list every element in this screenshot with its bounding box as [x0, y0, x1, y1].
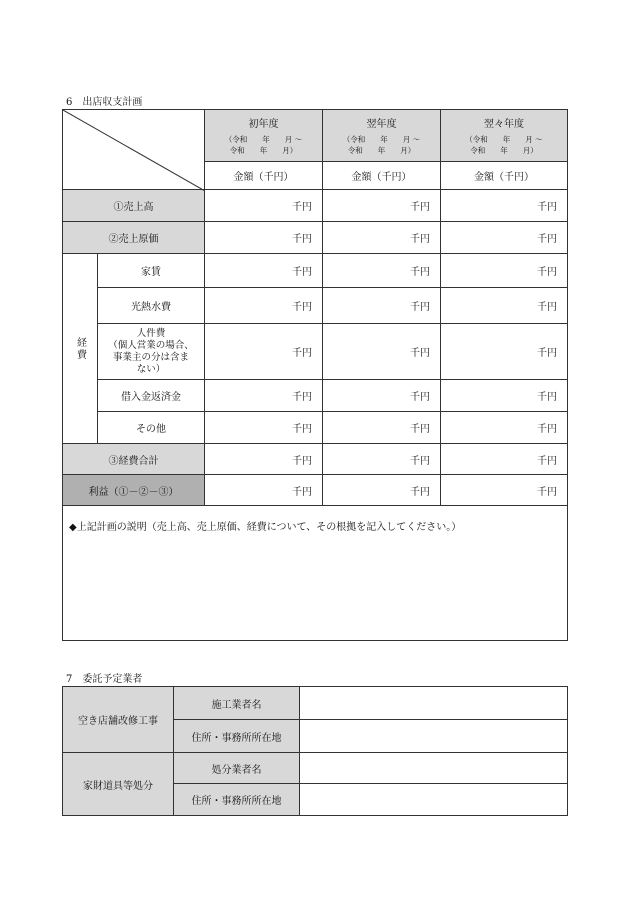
row-label-utilities: 光熱水費	[98, 288, 205, 324]
plan-explanation-box[interactable]	[63, 506, 568, 641]
amount-cell[interactable]: 千円	[323, 288, 441, 324]
amount-cell[interactable]: 千円	[323, 380, 441, 412]
amount-header-3: 金額（千円）	[441, 162, 568, 190]
income-plan-table	[62, 109, 568, 641]
row-label-sales: ①売上高	[63, 190, 205, 222]
amount-header-1: 金額（千円）	[205, 162, 323, 190]
year3-header: 翌々年度 （令和 年 月 〜 令和 年 月）	[441, 110, 568, 162]
disposal-name-label: 処分業者名	[174, 753, 300, 784]
amount-cell[interactable]: 千円	[205, 254, 323, 288]
amount-cell[interactable]: 千円	[205, 190, 323, 222]
expense-group-label: 経費	[63, 254, 98, 444]
row-label-cost: ②売上原価	[63, 222, 205, 254]
year1-header: 初年度 （令和 年 月 〜 令和 年 月）	[205, 110, 323, 162]
contractor-name-label: 施工業者名	[174, 687, 300, 720]
amount-cell[interactable]: 千円	[441, 222, 568, 254]
amount-cell[interactable]: 千円	[323, 412, 441, 444]
amount-cell[interactable]: 千円	[441, 412, 568, 444]
amount-cell[interactable]: 千円	[441, 324, 568, 380]
amount-cell[interactable]: 千円	[323, 444, 441, 475]
row-label-rent: 家賃	[98, 254, 205, 288]
contractor-address-label: 住所・事務所所在地	[174, 720, 300, 753]
amount-cell[interactable]: 千円	[441, 380, 568, 412]
amount-cell[interactable]: 千円	[205, 222, 323, 254]
diagonal-line	[63, 110, 205, 191]
amount-cell[interactable]: 千円	[205, 444, 323, 475]
amount-cell[interactable]: 千円	[205, 475, 323, 506]
diagonal-corner-cell	[63, 110, 205, 190]
amount-cell[interactable]: 千円	[323, 254, 441, 288]
row-label-total-expense: ③経費合計	[63, 444, 205, 475]
row-label-loan: 借入金返済金	[98, 380, 205, 412]
plan-explanation-label: ◆上記計画の説明（売上高、売上原価、経費について、その根拠を記入してください。）	[69, 522, 462, 533]
disposal-address-label: 住所・事務所所在地	[174, 784, 300, 816]
amount-cell[interactable]: 千円	[205, 324, 323, 380]
row-label-profit: 利益（①－②－③）	[63, 475, 205, 506]
amount-cell[interactable]: 千円	[323, 324, 441, 380]
amount-cell[interactable]: 千円	[441, 288, 568, 324]
group-renovation-label: 空き店舗改修工事	[63, 687, 174, 753]
amount-cell[interactable]: 千円	[323, 190, 441, 222]
year2-header: 翌年度 （令和 年 月 〜 令和 年 月）	[323, 110, 441, 162]
row-label-other: その他	[98, 412, 205, 444]
section6-heading: 6 出店収支計画	[66, 97, 143, 108]
row-label-personnel: 人件費 （個人営業の場合、 事業主の分は含ま ない）	[98, 324, 205, 380]
amount-cell[interactable]: 千円	[323, 222, 441, 254]
amount-cell[interactable]: 千円	[441, 475, 568, 506]
amount-cell[interactable]: 千円	[205, 288, 323, 324]
contractor-name-input[interactable]	[300, 687, 568, 720]
disposal-name-input[interactable]	[300, 753, 568, 784]
section7-heading: 7 委託予定業者	[66, 674, 143, 685]
amount-cell[interactable]: 千円	[205, 412, 323, 444]
disposal-address-input[interactable]	[300, 784, 568, 816]
amount-cell[interactable]: 千円	[205, 380, 323, 412]
contractor-address-input[interactable]	[300, 720, 568, 753]
amount-header-2: 金額（千円）	[323, 162, 441, 190]
amount-cell[interactable]: 千円	[323, 475, 441, 506]
amount-cell[interactable]: 千円	[441, 190, 568, 222]
contractor-table	[62, 686, 568, 816]
amount-cell[interactable]: 千円	[441, 444, 568, 475]
amount-cell[interactable]: 千円	[441, 254, 568, 288]
group-disposal-label: 家財道具等処分	[63, 753, 174, 816]
